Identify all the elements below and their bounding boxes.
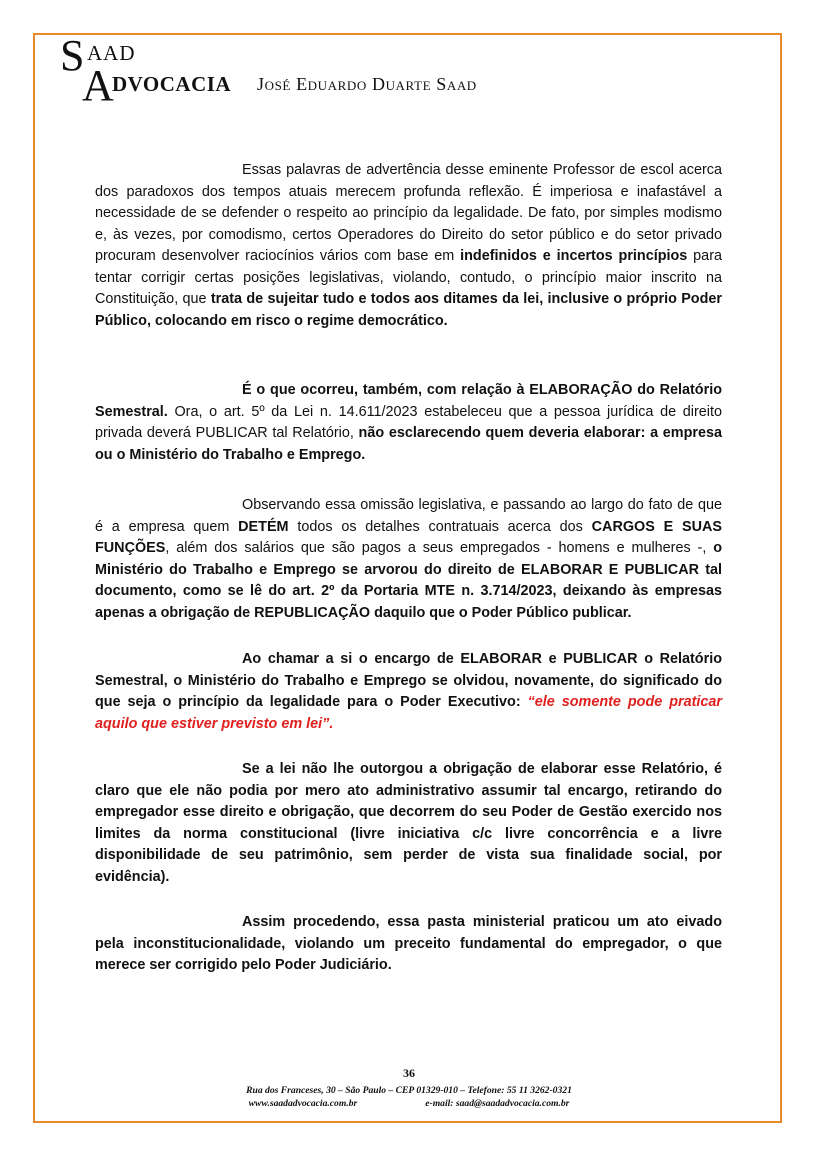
p3-run-0: Observando essa omissão legislativa, e passando ao largo do fato de que é a empresa quem [95, 497, 722, 535]
logo-text-dvocacia: DVOCACIA [112, 72, 232, 96]
paragraph-6 [95, 912, 722, 977]
p3-run-5: o Ministério do Trabalho e Emprego se arvorou do direito de ELABORAR E PUBLICAR tal documento, como se lê do art. 2º da Portaria MTE n. 3.714/2023, deixando às empresas apenas a obrigação de REPUBLICAÇÃO daquilo que o Poder Público publicar. [95, 540, 722, 621]
page-number: 36 [403, 1066, 415, 1080]
p1-run-0: Essas palavras de advertência desse eminente Professor de escol acerca dos paradoxos dos tempos atuais merecem profunda reflexão. É imperiosa e inafastável a necessidade de se defender o respeito ao princípio da legalidade. De fato, por simples modismo e, às vezes, por comodismo, certos Operadores do Direito do setor público e do setor privado procuram desenvolver raciocínios vários com base em [95, 162, 722, 264]
p1-run-1: indefinidos e incertos princípios [460, 248, 688, 264]
p1-run-2: para tentar corrigir certas posições legislativas, violando, contudo, o princípio maior inscrito na Constituição, que [95, 248, 722, 307]
p4-run-0: Ao chamar a si o encargo de ELABORAR e PUBLICAR o Relatório Semestral, o Ministério do Trabalho e Emprego se olvidou, novamente, do significado do que seja o princípio da legalidade para o Poder Executivo: [95, 651, 722, 710]
p5-run-0: Se a lei não lhe outorgou a obrigação de elaborar esse Relatório, é claro que ele não podia por mero ato administrativo assumir tal encargo, retirando do empregador esse direito e obrigação, que decorrem do seu Poder de Gestão exercido nos limites da norma constitucional (livre iniciativa c/c livre concorrência e a livre disponibilidade de seu patrimônio, sem perder de vista sua finalidade social, por evidência). [95, 761, 722, 885]
footer-email[interactable]: e-mail: saad@saadadvocacia.com.br [425, 1098, 570, 1109]
p1-run-3: trata de sujeitar tudo e todos aos ditames da lei, inclusive o próprio Poder Público, colocando em risco o regime democrático. [95, 291, 722, 329]
p3-run-2: todos os detalhes contratuais acerca dos [288, 518, 592, 535]
p3-run-1: DETÉM [238, 518, 289, 535]
paragraph-4 [95, 649, 722, 735]
paragraph-3 [95, 495, 722, 624]
p3-run-4: , além dos salários que são pagos a seus empregados - homens e mulheres -, [165, 540, 714, 556]
letterhead [60, 31, 580, 110]
p3-run-3: CARGOS E SUAS FUNÇÕES [95, 518, 722, 556]
p2-run-1: Ora, o art. 5º da Lei n. 14.611/2023 estabeleceu que a pessoa jurídica de direito privada deverá PUBLICAR tal Relatório, [95, 403, 722, 441]
paragraph-1 [95, 160, 722, 332]
lawyer-name: José Eduardo Duarte Saad [257, 74, 477, 94]
logo-letter-s: S [60, 31, 85, 80]
paragraph-5 [95, 759, 722, 888]
p2-run-2: não esclarecendo quem deveria elaborar: a empresa ou o Ministério do Trabalho e Emprego. [95, 425, 722, 463]
p6-run-0: Assim procedendo, essa pasta ministerial praticou um ato eivado pela inconstitucionalidade, violando um preceito fundamental do empregador, o que merece ser corrigido pelo Poder Judiciário. [95, 914, 722, 973]
paragraph-2 [95, 380, 722, 466]
p2-run-0: É o que ocorreu, também, com relação à ELABORAÇÃO do Relatório Semestral. [95, 382, 722, 420]
footer-address: Rua dos Franceses, 30 – São Paulo – CEP 01329-010 – Telefone: 55 11 3262-0321 [246, 1085, 572, 1096]
logo-text-aad: AAD [87, 41, 136, 65]
footer-website[interactable]: www.saadadvocacia.com.br [248, 1098, 358, 1109]
page-footer [0, 1066, 818, 1110]
p4-run-1: “ele somente pode praticar aquilo que estiver previsto em lei”. [95, 694, 722, 732]
footer-contacts [0, 1097, 818, 1110]
logo-letter-a: A [82, 61, 114, 110]
